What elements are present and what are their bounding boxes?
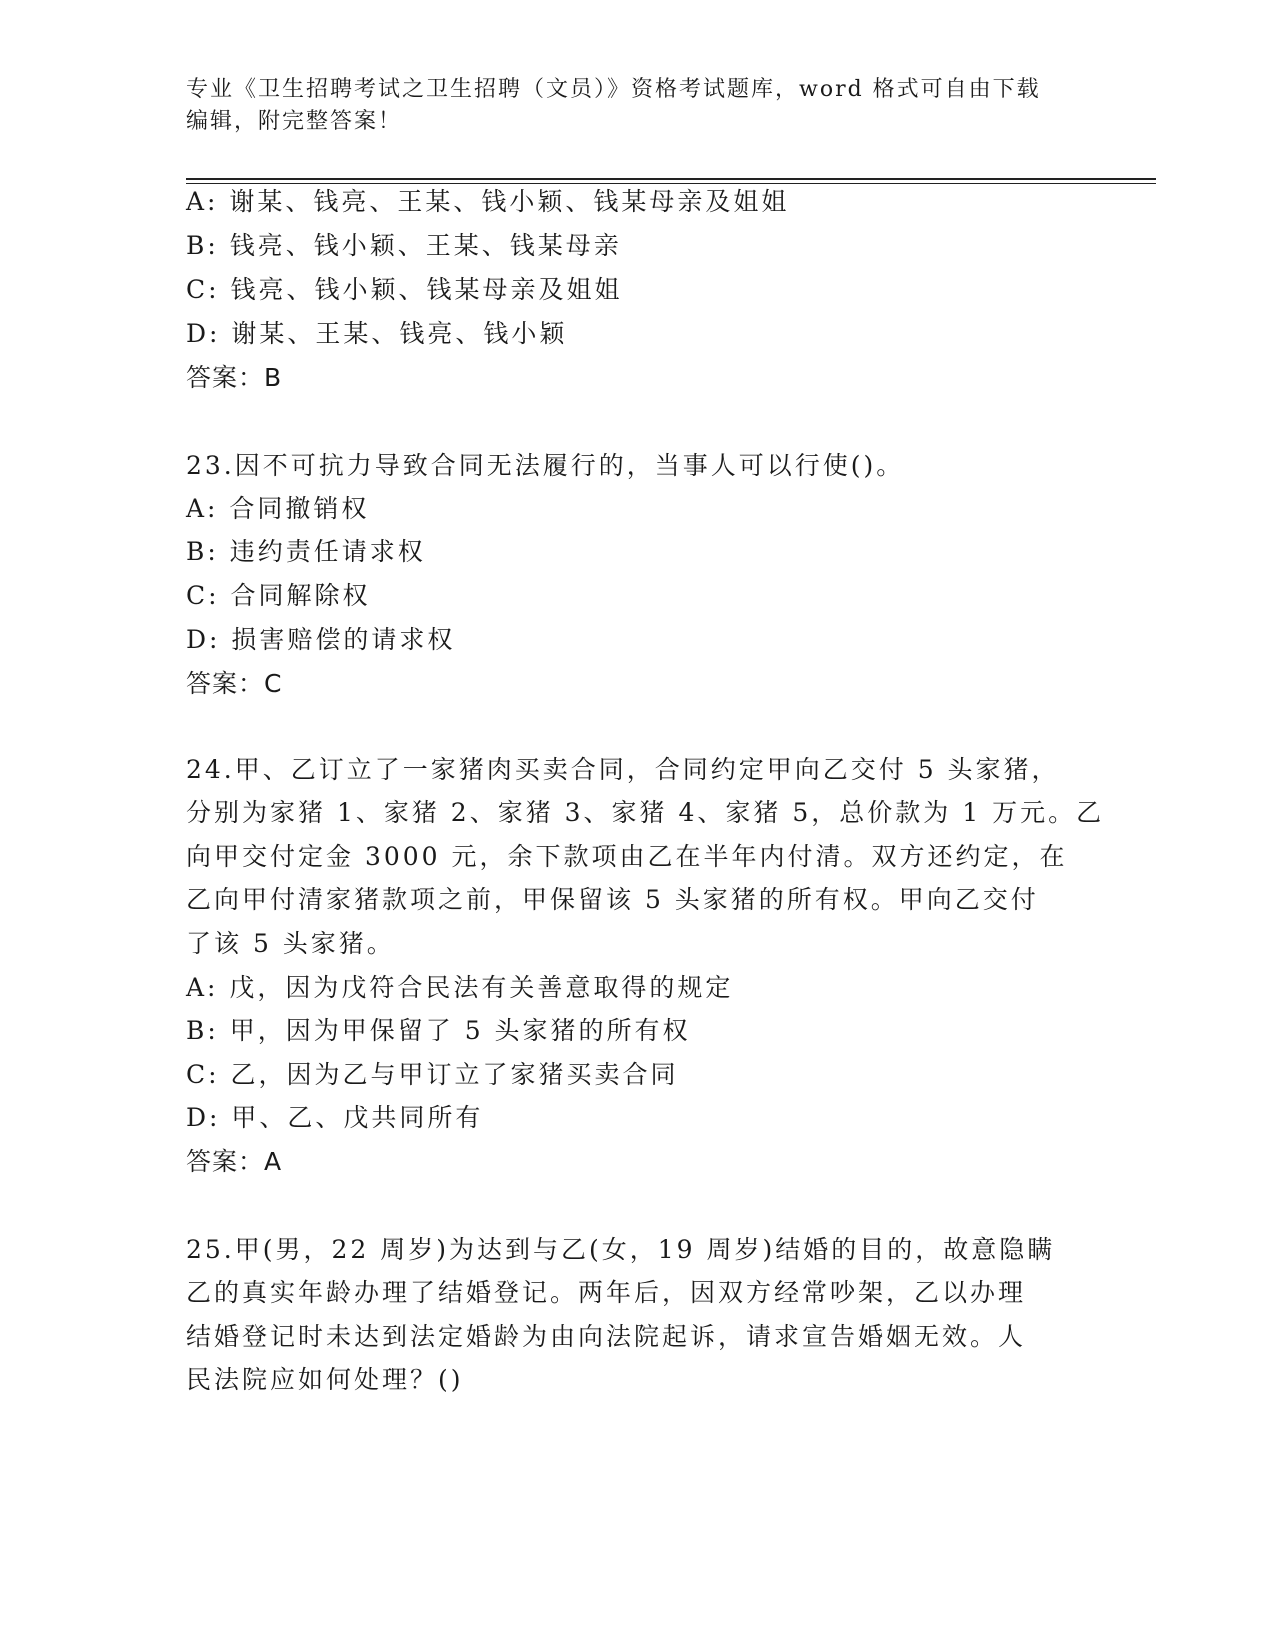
q23-option-d: D: 损害赔偿的请求权 (186, 625, 456, 654)
header-line-2: 编辑，附完整答案！ (186, 109, 403, 134)
q23-question: 23.因不可抗力导致合同无法履行的，当事人可以行使()。 (186, 451, 905, 480)
q24-option-d: D: 甲、乙、戊共同所有 (186, 1103, 484, 1132)
q24-question-line: 了该 5 头家猪。 (186, 929, 395, 958)
q22-option-a: A: 谢某、钱亮、王某、钱小颖、钱某母亲及姐姐 (186, 187, 790, 216)
q23-option-b: B: 违约责任请求权 (186, 537, 426, 566)
q22-option-c: C: 钱亮、钱小颖、钱某母亲及姐姐 (186, 275, 623, 304)
q24-question-line: 向甲交付定金 3000 元，余下款项由乙在半年内付清。双方还约定，在 (186, 842, 1068, 871)
q24-question-line: 乙向甲付清家猪款项之前，甲保留该 5 头家猪的所有权。甲向乙交付 (186, 885, 1039, 914)
q23-option-a: A: 合同撤销权 (186, 494, 370, 523)
q22-option-b: B: 钱亮、钱小颖、王某、钱某母亲 (186, 231, 622, 260)
document-header (186, 74, 1086, 138)
q24-question-line: 24.甲、乙订立了一家猪肉买卖合同，合同约定甲向乙交付 5 头家猪， (186, 755, 1060, 784)
q25-question-line: 乙的真实年龄办理了结婚登记。两年后，因双方经常吵架，乙以办理 (186, 1278, 1027, 1307)
q22-answer: 答案：B (186, 363, 283, 392)
q23-option-c: C: 合同解除权 (186, 581, 371, 610)
q25-question-line: 民法院应如何处理？() (186, 1365, 464, 1394)
q24-answer: 答案：A (186, 1147, 283, 1176)
header-line-1: 专业《卫生招聘考试之卫生招聘（文员）》资格考试题库，word 格式可自由下载 (186, 77, 1041, 102)
q22-option-d: D: 谢某、王某、钱亮、钱小颖 (186, 319, 568, 348)
q24-option-c: C: 乙，因为乙与甲订立了家猪买卖合同 (186, 1060, 679, 1089)
q24-option-b: B: 甲，因为甲保留了 5 头家猪的所有权 (186, 1016, 691, 1045)
q24-question-line: 分别为家猪 1、家猪 2、家猪 3、家猪 4、家猪 5，总价款为 1 万元。乙 (186, 798, 1105, 827)
header-divider-thick (186, 178, 1156, 180)
header-divider-thin (186, 183, 1156, 184)
q24-option-a: A: 戊，因为戊符合民法有关善意取得的规定 (186, 973, 734, 1002)
q23-answer: 答案：C (186, 669, 283, 698)
q25-question-line: 结婚登记时未达到法定婚龄为由向法院起诉，请求宣告婚姻无效。人 (186, 1322, 1027, 1351)
q25-question-line: 25.甲(男，22 周岁)为达到与乙(女，19 周岁)结婚的目的，故意隐瞒 (186, 1235, 1056, 1264)
